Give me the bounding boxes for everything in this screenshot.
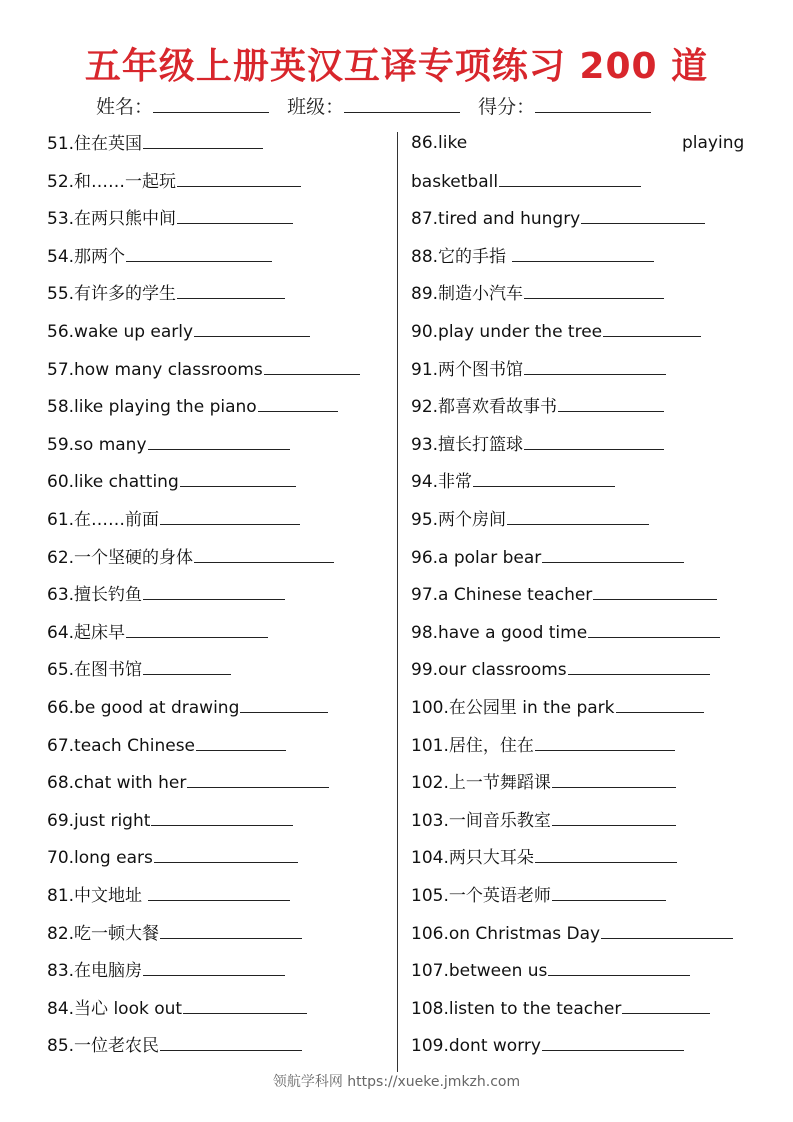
exercise-prompt: 99.our classrooms [411,660,567,681]
answer-blank[interactable] [535,842,677,863]
answer-blank[interactable] [160,504,300,525]
answer-blank[interactable] [581,203,705,224]
exercise-item [411,805,676,835]
answer-blank[interactable] [258,391,338,412]
exercise-prompt: 106.on Christmas Day [411,923,601,944]
exercise-prompt: 98.have a good time [411,622,588,643]
exercise-prompt: 97.a Chinese teacher [411,585,593,606]
score-field [478,92,651,119]
exercise-item [47,692,328,722]
exercise-prompt: 104.两只大耳朵 [411,848,534,869]
exercise-prompt: 86.like [411,133,468,153]
exercise-item [411,955,690,985]
answer-blank[interactable] [524,278,664,299]
exercise-prompt: 62.一个坚硬的身体 [47,547,194,568]
exercise-prompt: 63.擅长钓鱼 [47,585,143,606]
answer-blank[interactable] [177,203,293,224]
exercise-item [47,880,290,910]
exercise-item [411,354,666,384]
exercise-prompt: 105.一个英语老师 [411,886,551,906]
score-blank[interactable] [535,96,651,113]
exercise-item [47,128,263,158]
exercise-item [47,955,285,985]
exercise-item [411,692,704,722]
exercise-item [47,278,285,308]
exercise-item [47,466,296,496]
exercise-prompt: 66.be good at drawing [47,698,240,718]
exercise-item [411,203,705,233]
exercise-item [411,842,677,872]
exercise-item [411,730,675,760]
exercise-prompt: 57.how many classrooms [47,359,263,380]
exercise-item [411,504,649,534]
exercise-item [411,391,664,421]
exercise-prompt: 103.一间音乐教室 [411,810,551,831]
exercise-prompt: 83.在电脑房 [47,961,143,982]
exercise-item [411,993,710,1023]
answer-blank[interactable] [616,692,704,713]
name-blank[interactable] [153,96,269,113]
column-divider [397,132,398,1072]
exercise-item [47,993,307,1023]
answer-blank[interactable] [588,617,720,638]
exercise-prompt: 94.非常 [411,472,473,493]
answer-blank[interactable] [143,955,285,976]
answer-blank[interactable] [180,466,296,487]
exercise-prompt: 69.just right [47,810,151,831]
answer-blank[interactable] [603,316,701,337]
exercise-item [411,542,684,572]
exercise-prompt: 70.long ears [47,848,153,869]
exercise-prompt: 102.上一节舞蹈课 [411,773,551,794]
answer-blank[interactable] [154,842,298,863]
score-label: 得分： [478,96,536,118]
answer-blank[interactable] [542,1030,684,1051]
exercise-item [47,354,360,384]
exercise-prompt: 61.在……前面 [47,510,160,530]
exercise-prompt: 82.吃一顿大餐 [47,923,160,944]
answer-blank[interactable] [148,429,290,450]
exercise-prompt: 58.like playing the piano [47,397,257,418]
exercise-prompt: 91.两个图书馆 [411,359,524,380]
class-blank[interactable] [344,96,460,113]
exercise-item [411,918,733,948]
exercise-item [47,1030,302,1060]
name-field [96,92,269,119]
exercise-prompt: 84.当心 look out [47,998,183,1019]
exercise-prompt: 67.teach Chinese [47,735,196,756]
answer-blank[interactable] [126,241,272,262]
exercise-prompt: 65.在图书馆 [47,660,143,681]
exercise-prompt: 107.between us [411,961,548,982]
answer-blank[interactable] [148,880,290,901]
answer-blank[interactable] [143,654,231,675]
exercise-prompt: 81.中文地址 [47,886,148,906]
exercise-item [411,617,720,647]
exercise-prompt: 109.dont worry [411,1036,541,1057]
class-field [287,92,460,119]
name-label: 姓名： [96,96,154,118]
exercise-prompt: 95.两个房间 [411,510,507,530]
answer-blank[interactable] [183,993,307,1014]
exercise-prompt: 101.居住，住在 [411,735,534,756]
answer-blank[interactable] [126,617,268,638]
exercise-item [47,842,298,872]
answer-blank[interactable] [151,805,293,826]
answer-blank[interactable] [196,730,286,751]
exercise-prompt: 100.在公园里 in the park [411,698,615,718]
answer-blank[interactable] [512,241,654,262]
exercise-prompt: 52.和……一起玩 [47,171,177,192]
exercise-prompt: 108.listen to the teacher [411,998,622,1019]
exercise-item [47,805,293,835]
answer-blank[interactable] [473,466,615,487]
answer-blank[interactable] [143,128,263,149]
exercise-prompt: 87.tired and hungry [411,209,581,230]
exercise-item [411,1030,684,1060]
exercise-prompt: 92.都喜欢看故事书 [411,397,558,418]
exercise-prompt: 93.擅长打篮球 [411,434,524,455]
exercise-item [47,241,272,271]
exercise-item [411,466,615,496]
exercise-prompt: 56.wake up early [47,322,194,342]
exercise-item [47,730,286,760]
exercise-item [411,429,664,459]
exercise-prompt: basketball [411,171,499,192]
exercise-prompt: 89.制造小汽车 [411,284,524,305]
answer-blank[interactable] [542,542,684,563]
exercise-prompt: 68.chat with her [47,773,187,794]
exercise-prompt: 55.有许多的学生 [47,284,177,305]
exercise-item [47,316,310,346]
exercise-item [47,166,301,196]
exercise-item [47,391,338,421]
exercise-item [47,767,329,797]
exercise-prompt: 51.住在英国 [47,134,143,154]
exercise-item [411,128,467,158]
answer-blank[interactable] [194,542,334,563]
answer-blank[interactable] [507,504,649,525]
exercise-prompt: 85.一位老农民 [47,1036,160,1057]
footer-watermark: 领航学科网 https://xueke.jmkzh.com [272,1074,521,1090]
answer-blank[interactable] [601,918,733,939]
answer-blank[interactable] [593,579,717,600]
answer-blank[interactable] [499,166,641,187]
exercise-item [47,918,302,948]
answer-blank[interactable] [240,692,328,713]
answer-blank[interactable] [535,730,675,751]
exercise-prompt: 88.它的手指 [411,246,512,267]
answer-blank[interactable] [177,166,301,187]
exercise-item [47,654,231,684]
answer-blank[interactable] [568,654,710,675]
exercise-prompt: 53.在两只熊中间 [47,209,177,230]
wrapped-word: playing [682,133,745,153]
exercise-item [411,579,717,609]
exercise-item [411,278,664,308]
answer-blank[interactable] [264,354,360,375]
answer-blank[interactable] [548,955,690,976]
answer-blank[interactable] [524,354,666,375]
answer-blank[interactable] [143,579,285,600]
answer-blank[interactable] [552,805,676,826]
answer-blank[interactable] [622,993,710,1014]
answer-blank[interactable] [194,316,310,337]
answer-blank[interactable] [558,391,664,412]
exercise-item [411,767,676,797]
exercise-item [47,579,285,609]
page-title: 五年级上册英汉互译专项练习 200 道 [84,46,709,87]
answer-blank[interactable] [524,429,664,450]
exercise-item [411,316,701,346]
class-label: 班级： [287,96,345,118]
exercise-item [411,166,641,196]
exercise-prompt: 90.play under the tree [411,322,603,342]
answer-blank[interactable] [552,880,666,901]
exercise-item [47,203,293,233]
exercise-item [47,617,268,647]
exercise-item [47,429,290,459]
student-info-row [96,92,663,119]
exercise-item [411,241,654,271]
answer-blank[interactable] [552,767,676,788]
exercise-prompt: 60.like chatting [47,472,179,493]
answer-blank[interactable] [160,1030,302,1051]
exercise-prompt: 54.那两个 [47,246,126,267]
exercise-item [47,504,300,534]
exercise-prompt: 59.so many [47,434,147,455]
exercise-prompt: 64.起床早 [47,622,126,643]
exercise-item [411,654,710,684]
exercise-item [411,880,666,910]
answer-blank[interactable] [187,767,329,788]
answer-blank[interactable] [177,278,285,299]
exercise-item [47,542,334,572]
answer-blank[interactable] [160,918,302,939]
exercise-prompt: 96.a polar bear [411,547,542,568]
